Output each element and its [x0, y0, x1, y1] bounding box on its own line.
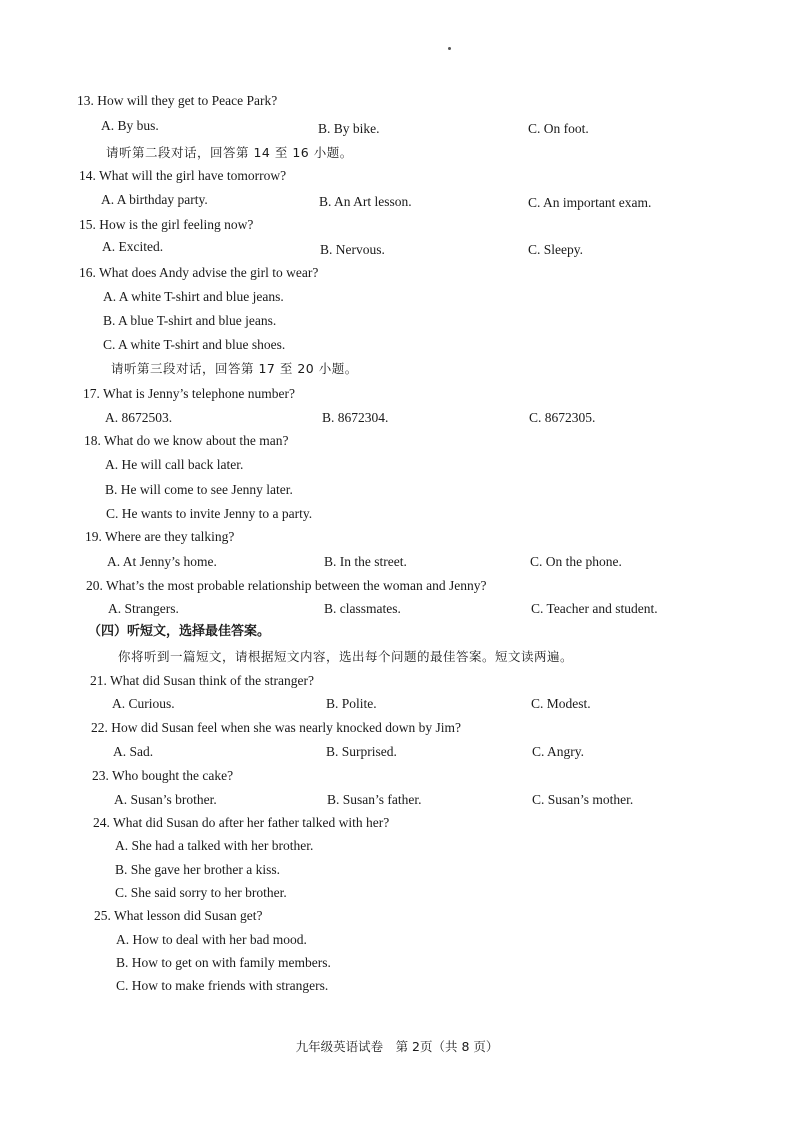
- section-4-instruction: 你将听到一篇短文，请根据短文内容，选出每个问题的最佳答案。短文读两遍。: [118, 649, 574, 664]
- q20-option-a: A. Strangers.: [108, 601, 179, 616]
- q21-option-c: C. Modest.: [531, 696, 591, 711]
- q24-option-c: C. She said sorry to her brother.: [115, 885, 287, 900]
- q15-option-a: A. Excited.: [102, 239, 164, 254]
- q23-option-c: C. Susan’s mother.: [532, 792, 634, 807]
- q23-option-b: B. Susan’s father.: [327, 792, 422, 807]
- q19-option-b: B. In the street.: [324, 554, 407, 569]
- question-14: 14. What will the girl have tomorrow?: [79, 168, 287, 183]
- question-25: 25. What lesson did Susan get?: [94, 908, 263, 923]
- q24-option-a: A. She had a talked with her brother.: [115, 838, 314, 853]
- q24-option-b: B. She gave her brother a kiss.: [115, 862, 280, 877]
- section-4-title: （四）听短文，选择最佳答案。: [88, 624, 271, 639]
- q18-option-c: C. He wants to invite Jenny to a party.: [106, 506, 313, 521]
- question-19: 19. Where are they talking?: [85, 529, 235, 544]
- q21-option-b: B. Polite.: [326, 696, 377, 711]
- q25-option-b: B. How to get on with family members.: [116, 955, 331, 970]
- stray-mark: [448, 47, 451, 50]
- q25-option-c: C. How to make friends with strangers.: [116, 978, 329, 993]
- q19-option-c: C. On the phone.: [530, 554, 622, 569]
- q20-option-b: B. classmates.: [324, 601, 401, 616]
- q15-option-c: C. Sleepy.: [528, 242, 583, 257]
- q21-option-a: A. Curious.: [112, 696, 175, 711]
- q14-option-a: A. A birthday party.: [101, 192, 208, 207]
- q13-option-b: B. By bike.: [318, 121, 380, 136]
- q22-option-c: C. Angry.: [532, 744, 585, 759]
- q19-option-a: A. At Jenny’s home.: [107, 554, 217, 569]
- q14-option-c: C. An important exam.: [528, 195, 652, 210]
- question-16: 16. What does Andy advise the girl to wear?: [79, 265, 319, 280]
- question-22: 22. How did Susan feel when she was nearly knocked down by Jim?: [91, 720, 462, 735]
- q17-option-b: B. 8672304.: [322, 410, 389, 425]
- question-15: 15. How is the girl feeling now?: [79, 217, 254, 232]
- q25-option-a: A. How to deal with her bad mood.: [116, 932, 307, 947]
- q22-option-b: B. Surprised.: [326, 744, 397, 759]
- question-20: 20. What’s the most probable relationship between the woman and Jenny?: [86, 578, 487, 593]
- question-24: 24. What did Susan do after her father talked with her?: [93, 815, 390, 830]
- q17-option-a: A. 8672503.: [105, 410, 173, 425]
- q17-option-c: C. 8672305.: [529, 410, 596, 425]
- question-23: 23. Who bought the cake?: [92, 768, 234, 783]
- q15-option-b: B. Nervous.: [320, 242, 385, 257]
- q13-option-c: C. On foot.: [528, 121, 589, 136]
- q18-option-b: B. He will come to see Jenny later.: [105, 482, 293, 497]
- q18-option-a: A. He will call back later.: [105, 457, 244, 472]
- question-17: 17. What is Jenny’s telephone number?: [83, 386, 295, 401]
- question-18: 18. What do we know about the man?: [84, 433, 289, 448]
- question-21: 21. What did Susan think of the stranger?: [90, 673, 314, 688]
- q20-option-c: C. Teacher and student.: [531, 601, 658, 616]
- instruction-dialogue-3: 请听第三段对话，回答第 17 至 20 小题。: [111, 361, 358, 376]
- q22-option-a: A. Sad.: [113, 744, 154, 759]
- question-13: 13. How will they get to Peace Park?: [77, 93, 278, 108]
- instruction-dialogue-2: 请听第二段对话，回答第 14 至 16 小题。: [106, 145, 353, 160]
- q16-option-a: A. A white T-shirt and blue jeans.: [103, 289, 284, 304]
- q16-option-b: B. A blue T-shirt and blue jeans.: [103, 313, 277, 328]
- q13-option-a: A. By bus.: [101, 118, 159, 133]
- q14-option-b: B. An Art lesson.: [319, 194, 412, 209]
- q23-option-a: A. Susan’s brother.: [114, 792, 217, 807]
- page-footer: 九年级英语试卷 第 2页（共 8 页）: [295, 1039, 499, 1054]
- q16-option-c: C. A white T-shirt and blue shoes.: [103, 337, 286, 352]
